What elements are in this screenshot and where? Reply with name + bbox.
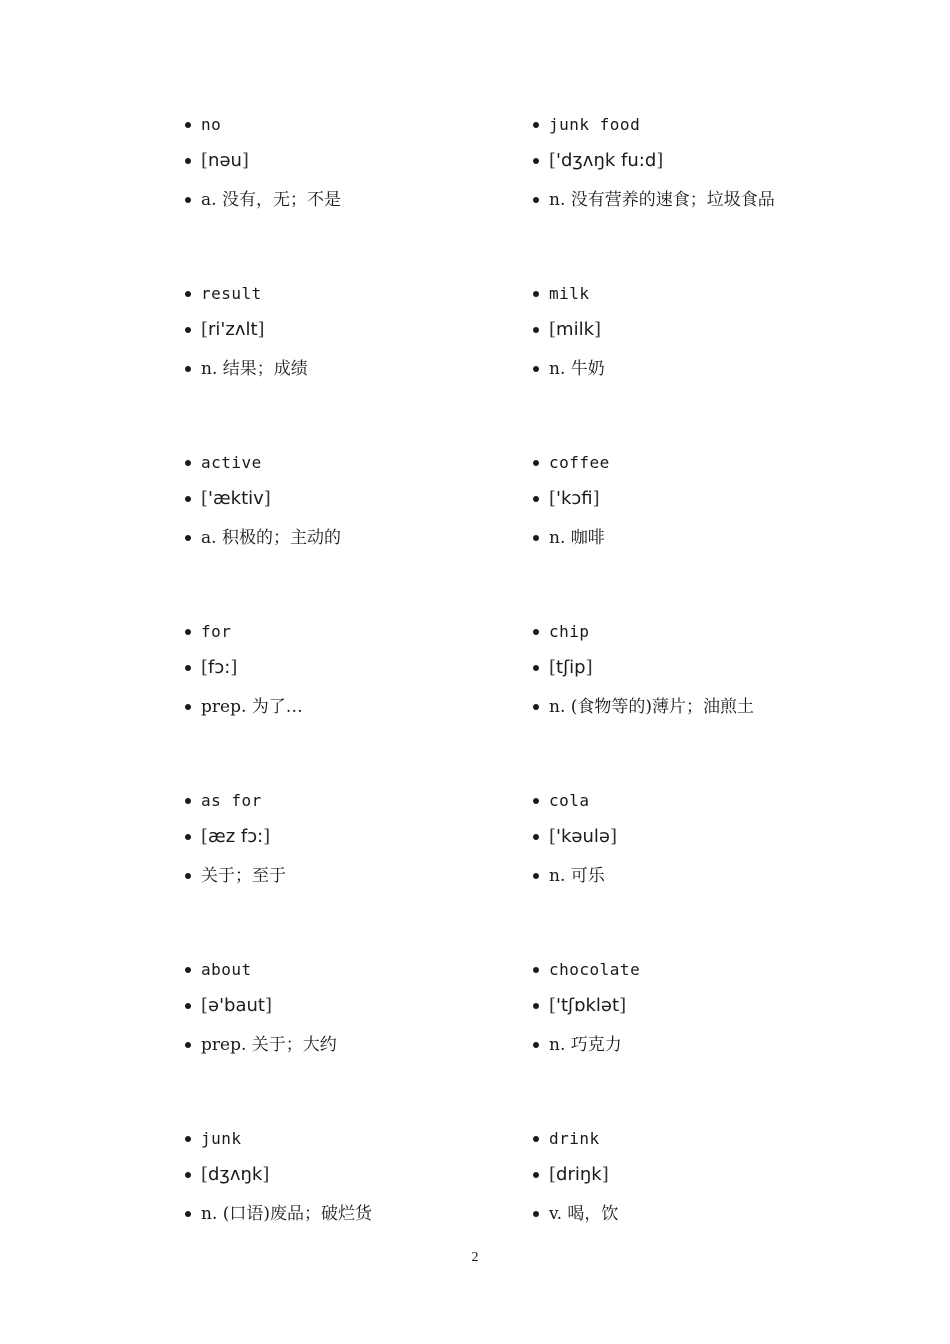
- phonetic-line: [ə'baut]: [185, 993, 515, 1019]
- word-line: [533, 450, 863, 476]
- bullet-icon: [533, 327, 539, 333]
- word-line: [533, 619, 863, 645]
- phonetic-line: ['kəulə]: [533, 824, 863, 850]
- bullet-icon: [533, 967, 539, 973]
- phonetic: 'æktiv: [208, 488, 264, 509]
- word: coffee: [549, 453, 610, 472]
- word: result: [201, 284, 262, 303]
- meaning: n. 可乐: [549, 866, 605, 886]
- word-line: [185, 1126, 515, 1152]
- phonetic-line: ['æktiv]: [185, 486, 515, 512]
- meaning-line: [185, 1032, 515, 1058]
- bullet-icon: [533, 496, 539, 502]
- meaning: v. 喝，饮: [549, 1204, 619, 1224]
- phonetic: tʃip: [556, 657, 586, 678]
- meaning-line: [185, 694, 515, 720]
- bullet-icon: [185, 535, 191, 541]
- meaning: n. (食物等的)薄片；油煎土: [549, 697, 755, 717]
- phonetic: nəu: [208, 150, 242, 171]
- bullet-icon: [185, 798, 191, 804]
- bullet-icon: [533, 366, 539, 372]
- bullet-icon: [533, 873, 539, 879]
- bullet-icon: [185, 1211, 191, 1217]
- word-line: [533, 112, 863, 138]
- phonetic: fɔ:: [208, 657, 231, 678]
- bullet-icon: [185, 122, 191, 128]
- bullet-icon: [533, 291, 539, 297]
- phonetic: 'kəulə: [556, 826, 610, 847]
- bullet-icon: [533, 122, 539, 128]
- meaning-line: [185, 863, 515, 889]
- meaning-line: [533, 863, 863, 889]
- meaning-line: [533, 1032, 863, 1058]
- bullet-icon: [533, 1003, 539, 1009]
- meaning: prep. 为了…: [201, 697, 303, 717]
- meaning-line: [185, 356, 515, 382]
- phonetic-line: [milk]: [533, 317, 863, 343]
- bullet-icon: [533, 665, 539, 671]
- meaning: n. 没有营养的速食；垃圾食品: [549, 190, 775, 210]
- phonetic: ə'baut: [208, 995, 265, 1016]
- phonetic-line: [nəu]: [185, 148, 515, 174]
- bullet-icon: [533, 197, 539, 203]
- bullet-icon: [185, 834, 191, 840]
- word-line: [533, 788, 863, 814]
- meaning-line: [185, 525, 515, 551]
- word-line: [185, 281, 515, 307]
- phonetic-line: [æz fɔ:]: [185, 824, 515, 850]
- meaning: a. 没有，无；不是: [201, 190, 341, 210]
- phonetic-line: [tʃip]: [533, 655, 863, 681]
- phonetic: æz fɔ:: [208, 826, 264, 847]
- word: junk: [201, 1129, 242, 1148]
- meaning: prep. 关于；大约: [201, 1035, 337, 1055]
- word: for: [201, 622, 232, 641]
- word: cola: [549, 791, 590, 810]
- phonetic: 'dʒʌŋk fu:d: [556, 150, 657, 171]
- word-line: [185, 112, 515, 138]
- bullet-icon: [185, 665, 191, 671]
- meaning: n. 结果；成绩: [201, 359, 308, 379]
- word: milk: [549, 284, 590, 303]
- word-line: [533, 1126, 863, 1152]
- bullet-icon: [533, 535, 539, 541]
- bullet-icon: [533, 1211, 539, 1217]
- word-line: [185, 619, 515, 645]
- bullet-icon: [185, 629, 191, 635]
- bullet-icon: [185, 1172, 191, 1178]
- bullet-icon: [185, 197, 191, 203]
- phonetic-line: ['kɔfi]: [533, 486, 863, 512]
- meaning: n. (口语)废品；破烂货: [201, 1204, 373, 1224]
- bullet-icon: [533, 460, 539, 466]
- bullet-icon: [533, 1136, 539, 1142]
- word: active: [201, 453, 262, 472]
- phonetic: ri'zʌlt: [208, 319, 258, 340]
- bullet-icon: [185, 291, 191, 297]
- bullet-icon: [533, 704, 539, 710]
- bullet-icon: [185, 158, 191, 164]
- word: drink: [549, 1129, 600, 1148]
- phonetic-line: [driŋk]: [533, 1162, 863, 1188]
- page-number: 2: [471, 1250, 479, 1265]
- meaning: n. 咖啡: [549, 528, 605, 548]
- bullet-icon: [185, 1042, 191, 1048]
- phonetic: milk: [556, 319, 594, 340]
- phonetic-line: [ri'zʌlt]: [185, 317, 515, 343]
- bullet-icon: [185, 496, 191, 502]
- phonetic-line: ['dʒʌŋk fu:d]: [533, 148, 863, 174]
- phonetic: 'tʃɒklət: [556, 995, 620, 1016]
- meaning: n. 巧克力: [549, 1035, 622, 1055]
- phonetic: driŋk: [556, 1164, 602, 1185]
- meaning-line: [533, 694, 863, 720]
- meaning-line: [533, 1201, 863, 1227]
- bullet-icon: [185, 704, 191, 710]
- meaning: n. 牛奶: [549, 359, 605, 379]
- word: no: [201, 115, 222, 134]
- meaning-line: [533, 525, 863, 551]
- bullet-icon: [533, 1042, 539, 1048]
- word: as for: [201, 791, 262, 810]
- word: chocolate: [549, 960, 641, 979]
- bullet-icon: [533, 629, 539, 635]
- bullet-icon: [185, 967, 191, 973]
- phonetic: 'kɔfi: [556, 488, 593, 509]
- meaning-line: [185, 187, 515, 213]
- bullet-icon: [533, 158, 539, 164]
- meaning: a. 积极的；主动的: [201, 528, 341, 548]
- bullet-icon: [185, 1003, 191, 1009]
- meaning-line: [533, 356, 863, 382]
- word-line: [185, 788, 515, 814]
- phonetic: dʒʌŋk: [208, 1164, 263, 1185]
- bullet-icon: [533, 798, 539, 804]
- word-line: [185, 957, 515, 983]
- word: about: [201, 960, 252, 979]
- word-line: [185, 450, 515, 476]
- word-line: [533, 281, 863, 307]
- bullet-icon: [533, 834, 539, 840]
- word: chip: [549, 622, 590, 641]
- meaning-line: [533, 187, 863, 213]
- bullet-icon: [185, 873, 191, 879]
- phonetic-line: [dʒʌŋk]: [185, 1162, 515, 1188]
- phonetic-line: ['tʃɒklət]: [533, 993, 863, 1019]
- meaning: 关于；至于: [201, 866, 286, 886]
- word-line: [533, 957, 863, 983]
- bullet-icon: [533, 1172, 539, 1178]
- phonetic-line: [fɔ:]: [185, 655, 515, 681]
- bullet-icon: [185, 1136, 191, 1142]
- bullet-icon: [185, 327, 191, 333]
- meaning-line: [185, 1201, 515, 1227]
- bullet-icon: [185, 460, 191, 466]
- bullet-icon: [185, 366, 191, 372]
- word: junk food: [549, 115, 641, 134]
